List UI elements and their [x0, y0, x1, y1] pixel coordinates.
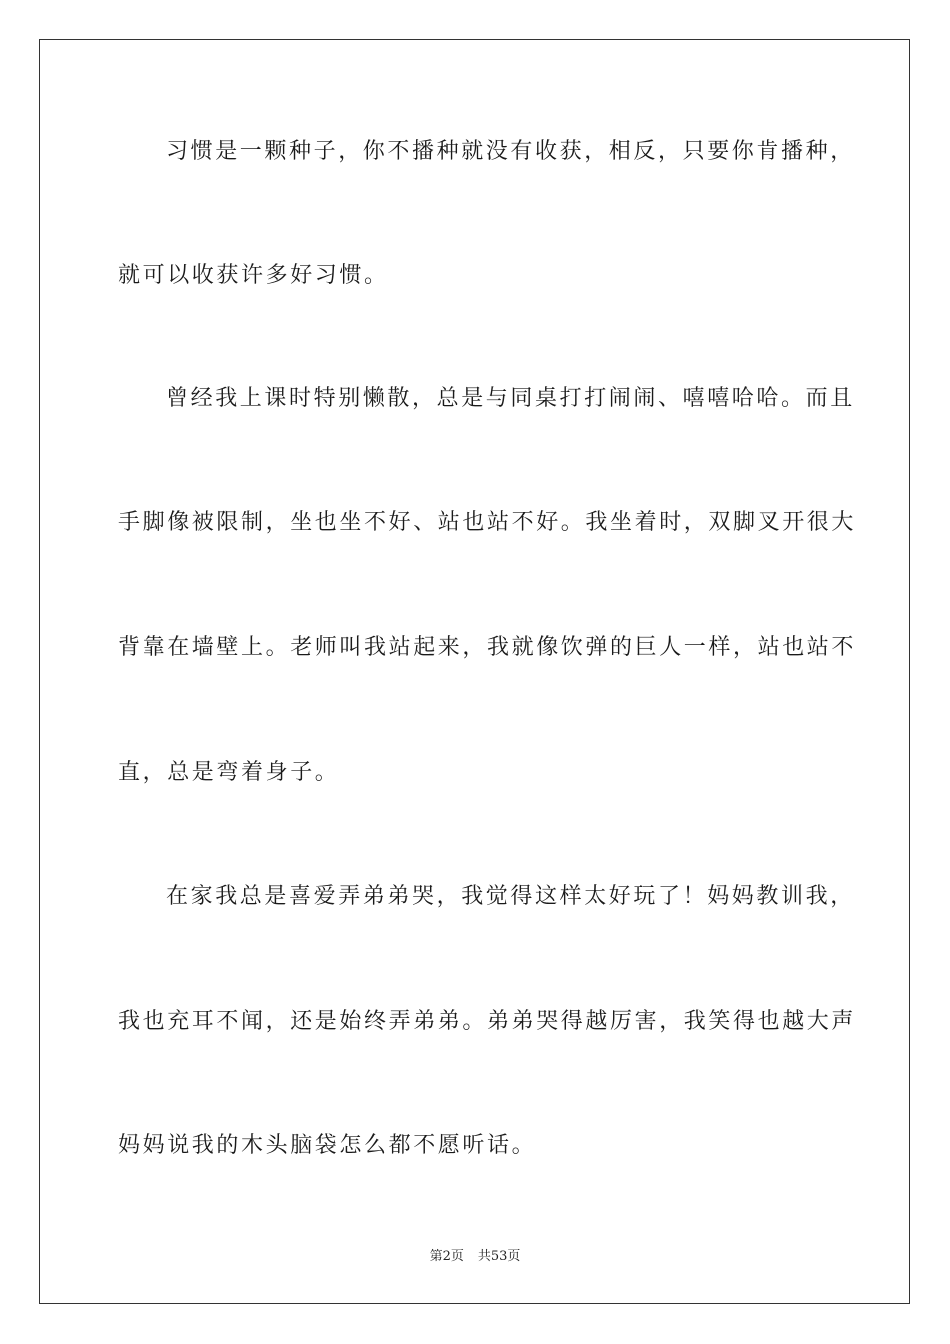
paragraph-3-line-1: 在家我总是喜爱弄弟弟哭，我觉得这样太好玩了！妈妈教训我， — [166, 884, 855, 909]
paragraph-2-line-2: 手脚像被限制，坐也坐不好、站也站不好。我坐着时，双脚叉开很大 — [118, 510, 857, 535]
page-footer — [0, 1248, 950, 1266]
paragraph-2-line-4: 直，总是弯着身子。 — [118, 760, 340, 785]
paragraph-2-line-1: 曾经我上课时特别懒散，总是与同桌打打闹闹、嘻嘻哈哈。而且 — [166, 386, 855, 411]
page-frame — [39, 39, 910, 1304]
total-pages: 共53页 — [477, 1249, 521, 1264]
paragraph-2-line-3: 背靠在墙壁上。老师叫我站起来，我就像饮弹的巨人一样，站也站不 — [118, 635, 857, 660]
paragraph-1-line-1: 习惯是一颗种子，你不播种就没有收获，相反，只要你肯播种， — [166, 139, 855, 164]
paragraph-1-line-2: 就可以收获许多好习惯。 — [118, 263, 389, 288]
paragraph-3-line-3: 妈妈说我的木头脑袋怎么都不愿听话。 — [118, 1133, 537, 1158]
page-number: 第2页 — [429, 1249, 464, 1264]
paragraph-3-line-2: 我也充耳不闻，还是始终弄弟弟。弟弟哭得越厉害，我笑得也越大声 — [118, 1009, 857, 1034]
